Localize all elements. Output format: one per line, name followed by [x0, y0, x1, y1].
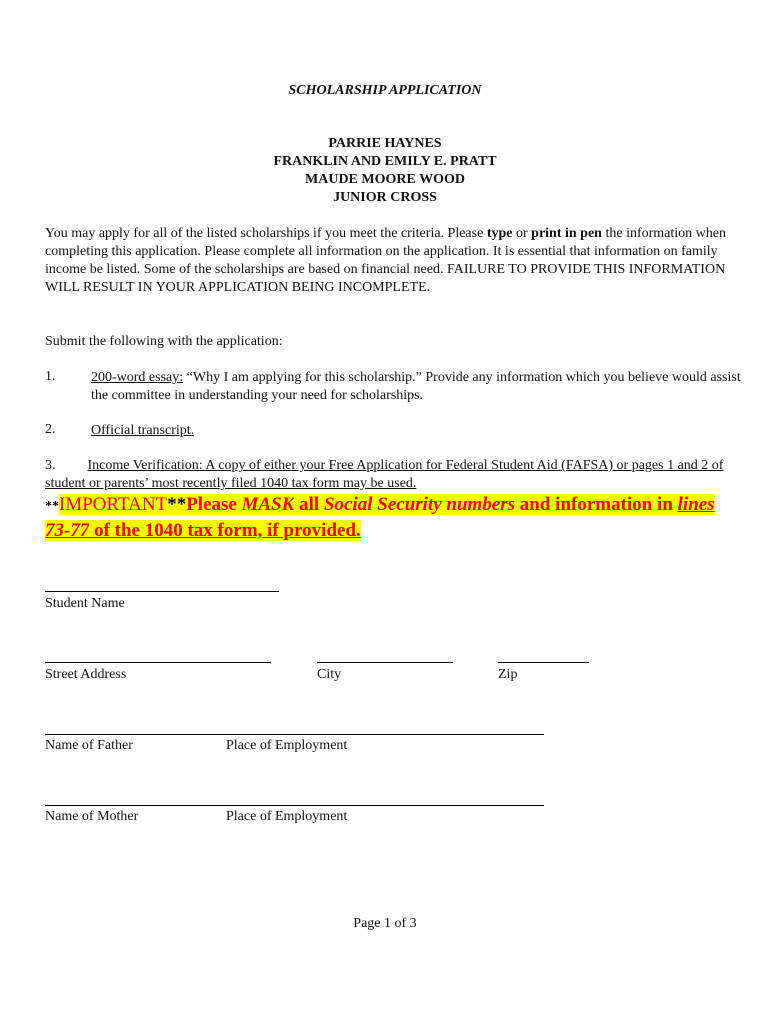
- important-ssn: Social Security numbers: [323, 494, 516, 515]
- item-number: 2.: [45, 422, 56, 437]
- scholarship-name: MAUDE MOORE WOOD: [305, 172, 465, 187]
- item-number: 3.: [45, 458, 56, 473]
- important-word: IMPORTANT: [59, 494, 168, 515]
- father-employment-label: Place of Employment: [226, 738, 348, 753]
- important-text: of the 1040 tax form, if provided.: [89, 520, 361, 541]
- essay-label: 200-word essay:: [91, 370, 184, 385]
- income-verification-text: Income Verification: A copy of either your Free Application for Federal Student Aid (FAFSA) or pages 1 and 2 of student or parents’ most recently filed 1040 tax form may be used.: [45, 458, 724, 491]
- important-text: and information in: [515, 494, 678, 515]
- city-line[interactable]: [317, 662, 453, 663]
- important-notice: [45, 493, 735, 543]
- street-address-line[interactable]: [45, 662, 271, 663]
- father-line[interactable]: [45, 734, 544, 735]
- item-transcript: Official transcript.: [91, 423, 195, 438]
- intro-print-in-pen: print in pen: [531, 226, 602, 241]
- scholarship-name: FRANKLIN AND EMILY E. PRATT: [273, 154, 497, 169]
- scholarship-name: PARRIE HAYNES: [328, 136, 442, 151]
- intro-text: You may apply for all of the listed scholarships if you meet the criteria. Please: [45, 226, 487, 241]
- father-name-label: Name of Father: [45, 738, 133, 753]
- city-label: City: [317, 667, 342, 682]
- important-lines: lines 73-77: [45, 494, 715, 541]
- mother-line[interactable]: [45, 805, 544, 806]
- intro-type: type: [486, 226, 513, 241]
- intro-paragraph: [45, 225, 735, 297]
- important-text: all: [294, 494, 324, 515]
- intro-text-rest: the information when completing this application. Please complete all information on the application. It is essential that information on family income be listed. Some of the scholarships are based on financial need. FAILURE TO PROVIDE THIS INFORMATION WILL RESULT IN YOUR APPLICATION BEING INCOMPLETE.: [45, 226, 726, 295]
- mother-name-label: Name of Mother: [45, 809, 139, 824]
- essay-text: “Why I am applying for this scholarship.” Provide any information which you believe would assist the committee in understanding your need for scholarships.: [91, 370, 741, 403]
- zip-line[interactable]: [498, 662, 589, 663]
- important-mask: MASK: [241, 494, 295, 515]
- submit-instructions: Submit the following with the application:: [45, 334, 283, 349]
- item-number: 1.: [45, 369, 56, 384]
- asterisks: **: [167, 494, 187, 515]
- intro-or: or: [512, 226, 532, 241]
- zip-label: Zip: [498, 667, 518, 682]
- asterisks: **: [45, 499, 59, 514]
- page-number: Page 1 of 3: [353, 916, 417, 931]
- important-text: Please: [186, 494, 242, 515]
- street-address-label: Street Address: [45, 667, 127, 682]
- item-essay: [91, 369, 741, 405]
- student-name-label: Student Name: [45, 596, 125, 611]
- mother-employment-label: Place of Employment: [226, 809, 348, 824]
- student-name-line[interactable]: [45, 591, 279, 592]
- scholarship-name: JUNIOR CROSS: [333, 190, 437, 205]
- item-income-verification: [45, 457, 735, 493]
- document-title: SCHOLARSHIP APPLICATION: [288, 83, 482, 98]
